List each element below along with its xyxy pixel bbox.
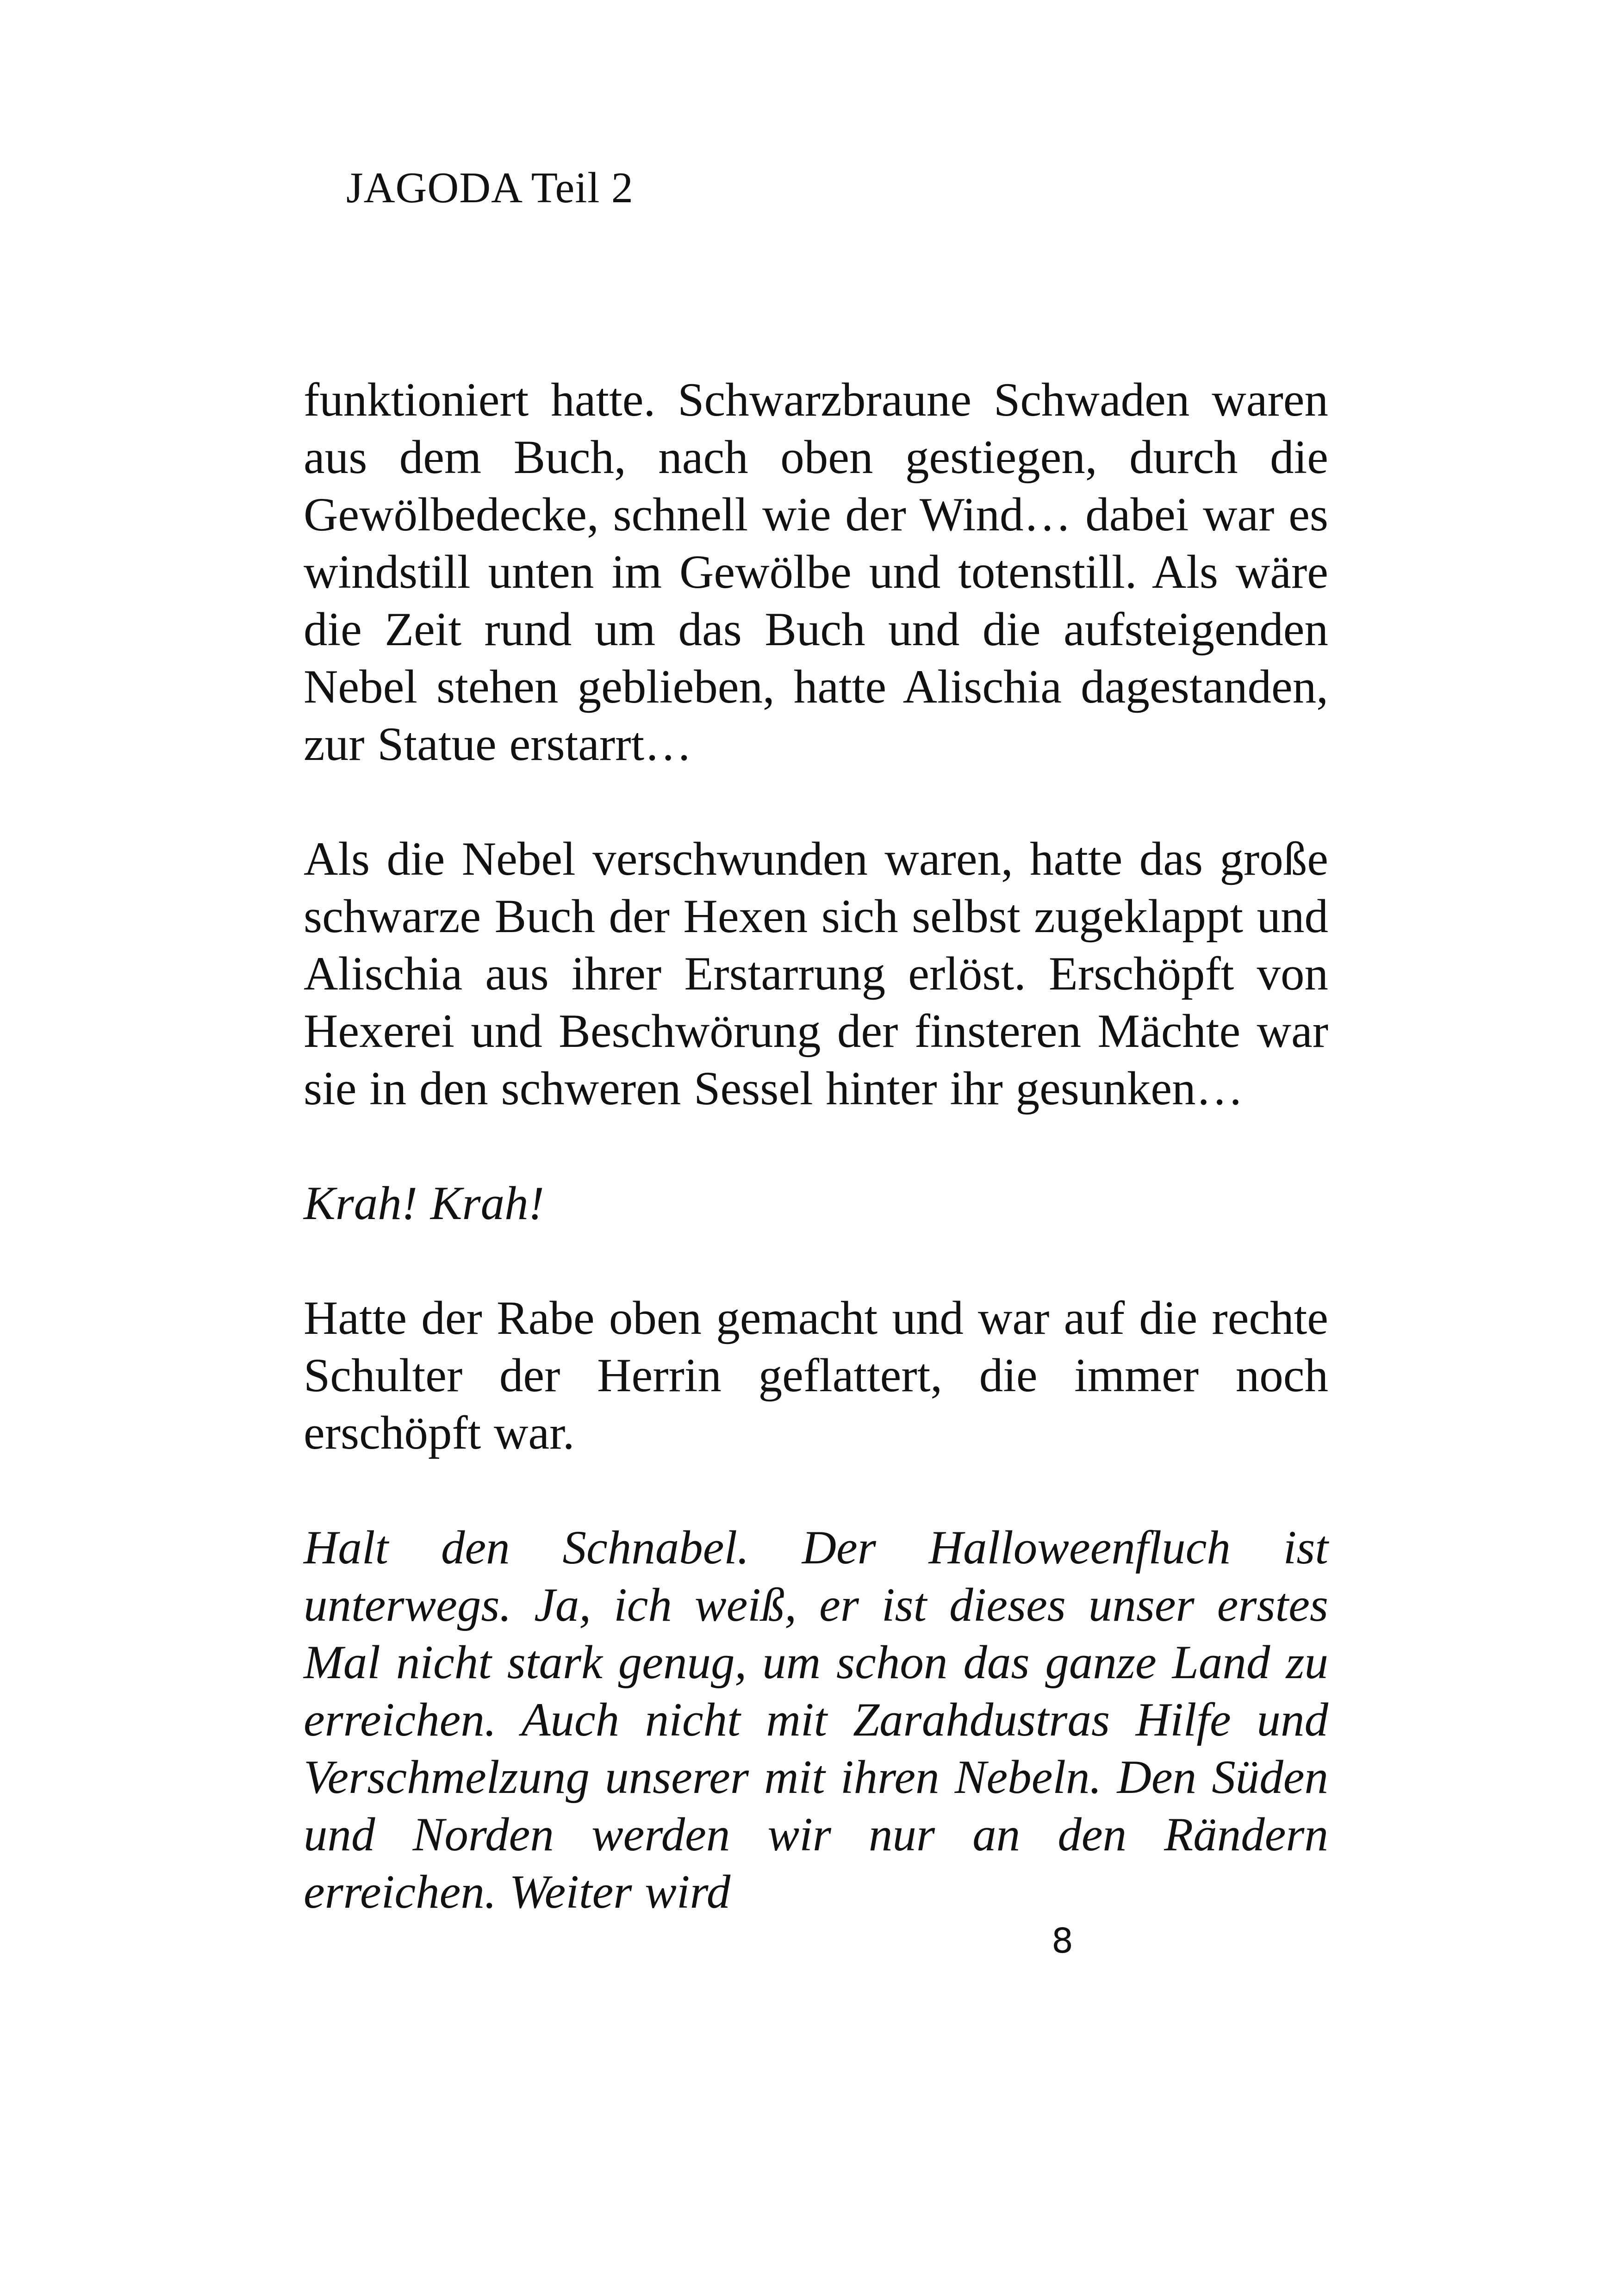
page-number: 8: [1052, 1921, 1074, 1961]
paragraph-5-speech: Halt den Schnabel. Der Halloweenfluch ist unterwegs. Ja, ich weiß, er ist dieses unser erstes Mal nicht stark genug, um schon das ganze Land zu erreichen. Auch nicht mit Zarahdustras Hilfe und Verschmelzung unserer mit ihren Nebeln. Den Süden und Norden werden wir nur an den Rändern erreichen. Weiter wird: [304, 1521, 1328, 1918]
paragraph-2: Als die Nebel verschwunden waren, hatte das große schwarze Buch der Hexen sich selbst zugeklappt und Alischia aus ihrer Erstarrung erlöst. Erschöpft von Hexerei und Beschwörung der finsteren Mächte war sie in den schweren Sessel hinter ihr gesunken…: [304, 833, 1328, 1115]
paragraph-4: Hatte der Rabe oben gemacht und war auf die rechte Schulter der Herrin geflattert, die immer noch erschöpft war.: [304, 1292, 1328, 1459]
running-header-title: JAGODA Teil 2: [346, 164, 634, 212]
paragraph-3-raven-call: Krah! Krah!: [304, 1177, 544, 1230]
paragraph-1: funktioniert hatte. Schwarzbraune Schwaden waren aus dem Buch, nach oben gestiegen, durch die Gewölbedecke, schnell wie der Wind… dabei war es windstill unten im Gewölbe und totenstill. Als wäre die Zeit rund um das Buch und die aufsteigenden Nebel stehen geblieben, hatte Alischia dagestanden, zur Statue erstarrt…: [304, 373, 1328, 771]
body-text: [304, 371, 1328, 1921]
